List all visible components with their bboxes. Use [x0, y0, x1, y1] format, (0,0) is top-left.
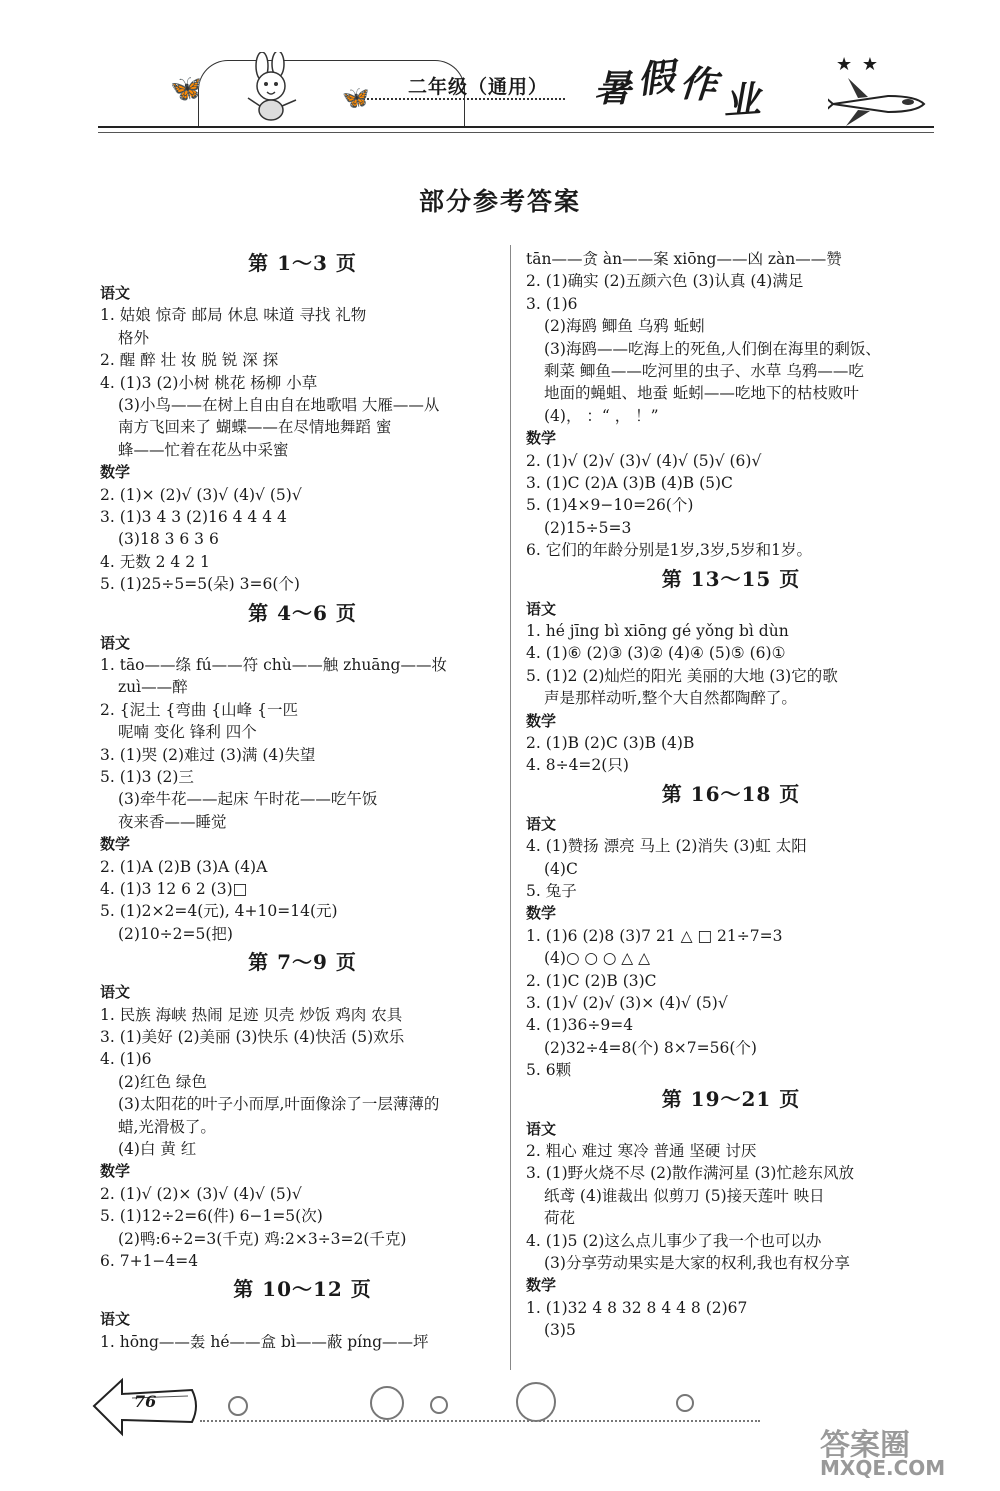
section-heading: 第 1～3 页	[248, 251, 357, 275]
header-rule	[98, 126, 934, 128]
answer-line: 4. (1)3 12 6 2 (3)□	[100, 880, 248, 898]
subject-label: 数学	[526, 429, 557, 448]
answer-line: (3)小鸟——在树上自由自在地歌唱 大雁——从	[118, 396, 440, 414]
answer-line: 4. (1)6	[100, 1050, 152, 1069]
subject-label: 数学	[100, 463, 131, 482]
grade-label: 二年级（通用）	[408, 76, 549, 98]
page-header	[98, 40, 938, 135]
answer-line: 5. 6颗	[526, 1061, 572, 1080]
answer-line: 1. (1)32 4 8 32 8 4 4 8 (2)67	[526, 1298, 748, 1317]
subject-label: 语文	[100, 633, 131, 652]
answer-line: 4. 无数 2 4 2 1	[100, 552, 210, 571]
answer-line: (3)18 3 6 3 6	[118, 530, 219, 549]
watermark-logo: 答案圈	[820, 1428, 910, 1463]
answer-line: 3. (1)3 4 3 (2)16 4 4 4 4	[100, 508, 287, 526]
answer-line: (3)牵牛花——起床 午时花——吃午饭	[118, 790, 378, 809]
answer-line: (3)海鸥——吃海上的死鱼,人们倒在海里的剩饭、	[544, 339, 881, 358]
answer-line: 5. 兔子	[526, 882, 577, 900]
answer-line: tān——贪 àn——案 xiōng——凶 zàn——赞	[526, 250, 842, 268]
answer-line: 5. (1)12÷2=6(件) 6−1=5(次)	[100, 1207, 323, 1226]
section-heading: 第 4～6 页	[248, 600, 357, 625]
section-heading: 第 16～18 页	[661, 781, 801, 806]
answer-line: 地面的蝇蛆、地蚕 蚯蚓——吃地下的枯枝败叶	[544, 384, 859, 403]
footer-circle-decoration	[430, 1396, 448, 1414]
answer-line: 2. (1)C (2)B (3)C	[526, 971, 657, 990]
answer-line: 4. (1)36÷9=4	[526, 1016, 634, 1035]
answer-line: 剩菜 鲫鱼——吃河里的虫子、水草 乌鸦——吃	[544, 362, 864, 380]
book-title-char: 业	[721, 76, 762, 124]
answer-line: 5. (1)2 (2)灿烂的阳光 美丽的大地 (3)它的歌	[526, 666, 838, 685]
answer-line: 2. (1)确实 (2)五颜六色 (3)认真 (4)满足	[526, 272, 804, 291]
answer-line: (2)红色 绿色	[118, 1072, 207, 1091]
book-title-char: 暑	[594, 66, 631, 110]
section-heading: 第 13～15 页	[661, 566, 801, 591]
answer-line: 格外	[118, 328, 150, 347]
answer-line: 5. (1)2×2=4(元), 4+10=14(元)	[100, 902, 338, 921]
subject-label: 语文	[526, 1119, 557, 1138]
answer-line: 2. 粗心 难过 寒冷 普通 坚硬 讨厌	[526, 1142, 757, 1160]
section-heading: 第 7～9 页	[248, 950, 357, 975]
answer-line: zuì——醉	[118, 678, 188, 697]
answer-line: 5. (1)25÷5=5(朵) 3=6(个)	[100, 575, 300, 594]
answer-line: 3. (1)C (2)A (3)B (4)B (5)C	[526, 474, 733, 492]
answer-line: 6. 7+1−4=4	[100, 1252, 199, 1270]
answer-line: (4)C	[544, 859, 578, 878]
book-title-char: 作	[678, 60, 719, 108]
subject-label: 语文	[526, 599, 557, 618]
page-title: 部分参考答案	[418, 187, 581, 216]
answer-line: 6. 它们的年龄分别是1岁,3岁,5岁和1岁。	[526, 541, 813, 560]
subject-label: 语文	[526, 814, 557, 833]
footer-circle-decoration	[370, 1386, 404, 1420]
watermark-url: MXQE.COM	[820, 1456, 946, 1480]
answer-line: 4. 8÷4=2(只)	[526, 756, 629, 775]
footer-dotted-line	[200, 1420, 760, 1422]
answer-line: (2)10÷2=5(把)	[118, 924, 233, 943]
answer-line: 3. (1)√ (2)√ (3)× (4)√ (5)√	[526, 994, 728, 1012]
subject-label: 语文	[100, 284, 131, 302]
answer-line: 3. (1)哭 (2)难过 (3)满 (4)失望	[100, 745, 316, 764]
answer-line: 1. hōng——轰 hé——盒 bì——蔽 píng——坪	[100, 1332, 429, 1351]
answer-line: 5. (1)3 (2)三	[100, 768, 194, 786]
answer-line: 蜡,光滑极了。	[118, 1117, 216, 1136]
answer-line: (3)5	[544, 1321, 576, 1340]
answer-line: (2)海鸥 鲫鱼 乌鸦 蚯蚓	[544, 317, 705, 336]
answer-line: 4. (1)3 (2)小树 桃花 杨柳 小草	[100, 373, 318, 392]
answer-line: (4)， ：“ ， ！”	[544, 406, 659, 425]
answer-line: 2. {泥土 {弯曲 {山峰 {一匹	[100, 700, 298, 719]
answer-line: 夜来香——睡觉	[118, 812, 227, 831]
subject-label: 数学	[100, 1162, 131, 1181]
butterfly-icon: 🦋	[342, 86, 370, 111]
answer-line: 纸鸢 (4)谁裁出 似剪刀 (5)接天莲叶 映日	[544, 1186, 825, 1205]
answer-line: 2. (1)× (2)√ (3)√ (4)√ (5)√	[100, 485, 302, 504]
footer-circle-decoration	[676, 1394, 694, 1412]
header-rule-thin	[98, 132, 934, 133]
page-number: 76	[134, 1392, 157, 1411]
answer-line: (3)太阳花的叶子小而厚,叶面像涂了一层薄薄的	[118, 1095, 440, 1114]
answer-line: 2. (1)B (2)C (3)B (4)B	[526, 734, 695, 752]
answer-line: 1. hé jīng bì xiōng gé yǒng bì dùn	[526, 622, 789, 640]
answer-line: 3. (1)美好 (2)美丽 (3)快乐 (4)快活 (5)欢乐	[100, 1028, 405, 1046]
answer-line: 3. (1)6	[526, 294, 578, 313]
answer-line: 蜂——忙着在花丛中采蜜	[118, 440, 289, 459]
subject-label: 数学	[100, 835, 131, 854]
subject-label: 数学	[526, 711, 557, 730]
section-heading: 第 19～21 页	[661, 1086, 801, 1111]
answer-line: 呢喃 变化 锋利 四个	[118, 723, 257, 742]
answer-line: 2. (1)A (2)B (3)A (4)A	[100, 857, 268, 876]
answer-line: 荷花	[544, 1209, 576, 1228]
answer-line: 2. (1)√ (2)× (3)√ (4)√ (5)√	[100, 1184, 302, 1203]
answer-line: (2)鸭:6÷2=3(千克) 鸡:2×3÷3=2(千克)	[118, 1229, 407, 1248]
answer-line: 1. 民族 海峡 热闹 足迹 贝壳 炒饭 鸡肉 农具	[100, 1005, 403, 1024]
answer-line: 5. (1)4×9−10=26(个)	[526, 496, 694, 515]
subject-label: 数学	[526, 904, 557, 923]
answer-line: 2. 醒 醉 壮 妆 脱 锐 深 探	[100, 351, 279, 370]
answer-line: 1. (1)6 (2)8 (3)7 21 △ □ 21÷7=3	[526, 926, 783, 945]
answer-line: (3)分享劳动果实是大家的权利,我也有权分享	[544, 1254, 850, 1272]
answer-line: 4. (1)5 (2)这么点儿事少了我一个也可以办	[526, 1231, 822, 1250]
cartoon-rabbit-icon	[238, 52, 308, 124]
answer-line: 1. tāo——绦 fú——符 chù——触 zhuāng——妆	[100, 656, 447, 674]
answer-line: (2)32÷4=8(个) 8×7=56(个)	[544, 1038, 757, 1057]
section-heading: 第 10～12 页	[233, 1277, 372, 1302]
answer-line: 4. (1)赞扬 漂亮 马上 (2)消失 (3)虹 太阳	[526, 837, 807, 856]
footer-circle-decoration	[516, 1382, 556, 1422]
subject-label: 语文	[100, 1310, 131, 1329]
footer-circle-decoration	[228, 1396, 248, 1416]
subject-label: 语文	[100, 983, 131, 1002]
answer-line: 4. (1)⑥ (2)③ (3)② (4)④ (5)⑤ (6)①	[526, 644, 786, 663]
subject-label: 数学	[526, 1276, 557, 1295]
space-shuttle-icon	[828, 70, 928, 130]
answer-line: (2)15÷5=3	[544, 518, 632, 537]
answer-line: 南方飞回来了 蝴蝶——在尽情地舞蹈 蜜	[118, 418, 392, 437]
book-title-char: 假	[635, 54, 677, 102]
book-title	[594, 54, 762, 124]
answer-line: (4)○ ○ ○ △ △	[544, 949, 651, 968]
answer-line: 2. (1)√ (2)√ (3)√ (4)√ (5)√ (6)√	[526, 451, 762, 470]
butterfly-icon: 🦋	[170, 74, 203, 104]
column-divider	[510, 245, 511, 1370]
answer-line: (4)白 黄 红	[118, 1140, 197, 1158]
answer-line: 声是那样动听,整个大自然都陶醉了。	[544, 689, 797, 708]
answer-line: 3. (1)野火烧不尽 (2)散作满河星 (3)忙趁东风放	[526, 1164, 854, 1183]
answer-line: 1. 姑娘 惊奇 邮局 休息 味道 寻找 礼物	[100, 306, 367, 325]
stars-icon: ★ ★	[836, 54, 880, 75]
